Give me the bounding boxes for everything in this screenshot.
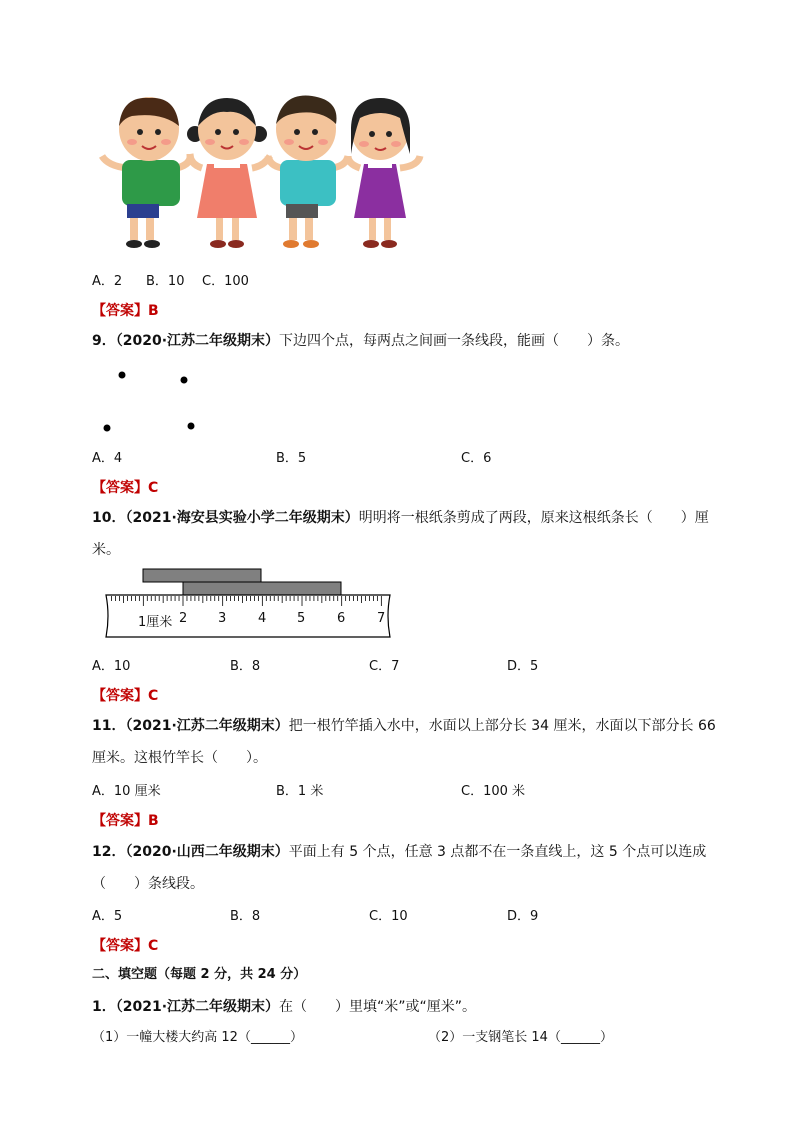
q10-option-b: B．8 [230,659,261,674]
q9-question: 9．（2020·江苏二年级期末）下边四个点，每两点之间画一条线段，能画（ ）条。 [92,333,630,349]
q10-ruler-figure [0,0,1,1]
kids-illustration [92,94,432,254]
q11-option-c: C．100 米 [461,784,526,799]
q10-question-cont: 米。 [92,542,120,558]
q12-option-a: A．5 [92,909,123,924]
q12-option-d: D．9 [507,909,539,924]
q12-option-b: B．8 [230,909,261,924]
ruler-label-3: 3 [218,611,227,626]
ruler-label-7: 7 [377,611,386,626]
ruler-label-2: 2 [179,611,188,626]
girl-purple-figure [348,98,420,248]
q12-answer: 【答案】C [92,938,159,954]
q8-answer: 【答案】B [92,303,159,319]
ruler-label-4: 4 [258,611,267,626]
q12-option-c: C．10 [369,909,408,924]
girl-pink-figure [187,98,270,248]
q9-option-a: A．4 [92,451,123,466]
q10-option-a: A．10 [92,659,131,674]
q12-question-cont: （ ）条线段。 [92,876,204,892]
f1-sub1: （1）一幢大楼大约高 12（______） [92,1030,303,1045]
q9-answer: 【答案】C [92,480,159,496]
ruler-label-6: 6 [337,611,346,626]
q11-question-cont: 厘米。这根竹竿长（ ）。 [92,750,267,766]
section-fill-in-title: 二、填空题（每题 2 分，共 24 分） [92,967,307,982]
ruler-label-1: 1厘米 [138,615,173,630]
f1-sub2: （2）一支钢笔长 14（______） [428,1030,613,1045]
q10-option-c: C．7 [369,659,400,674]
f1-question: 1．（2021·江苏二年级期末）在（ ）里填“米”或“厘米”。 [92,999,477,1015]
q10-answer: 【答案】C [92,688,159,704]
q11-question: 11．（2021·江苏二年级期末）把一根竹竿插入水中，水面以上部分长 34 厘米，水面以下部分长 66 [92,718,716,734]
boy-green-figure [102,97,190,248]
q11-answer: 【答案】B [92,813,159,829]
q8-option-c: C．100 [202,274,249,289]
q10-question: 10．（2021·海安县实验小学二年级期末）明明将一根纸条剪成了两段，原来这根纸条长（ ）厘 [92,510,709,526]
q11-option-a: A．10 厘米 [92,784,161,799]
q9-option-c: C．6 [461,451,492,466]
q11-option-b: B．1 米 [276,784,324,799]
q12-question: 12．（2020·山西二年级期末）平面上有 5 个点，任意 3 点都不在一条直线上，这 5 个点可以连成 [92,844,707,860]
ruler-label-5: 5 [297,611,306,626]
q9-option-b: B．5 [276,451,307,466]
q10-option-d: D．5 [507,659,539,674]
boy-teal-figure [268,96,348,248]
q8-option-b: B．10 [146,274,185,289]
q8-option-a: A．2 [92,274,123,289]
